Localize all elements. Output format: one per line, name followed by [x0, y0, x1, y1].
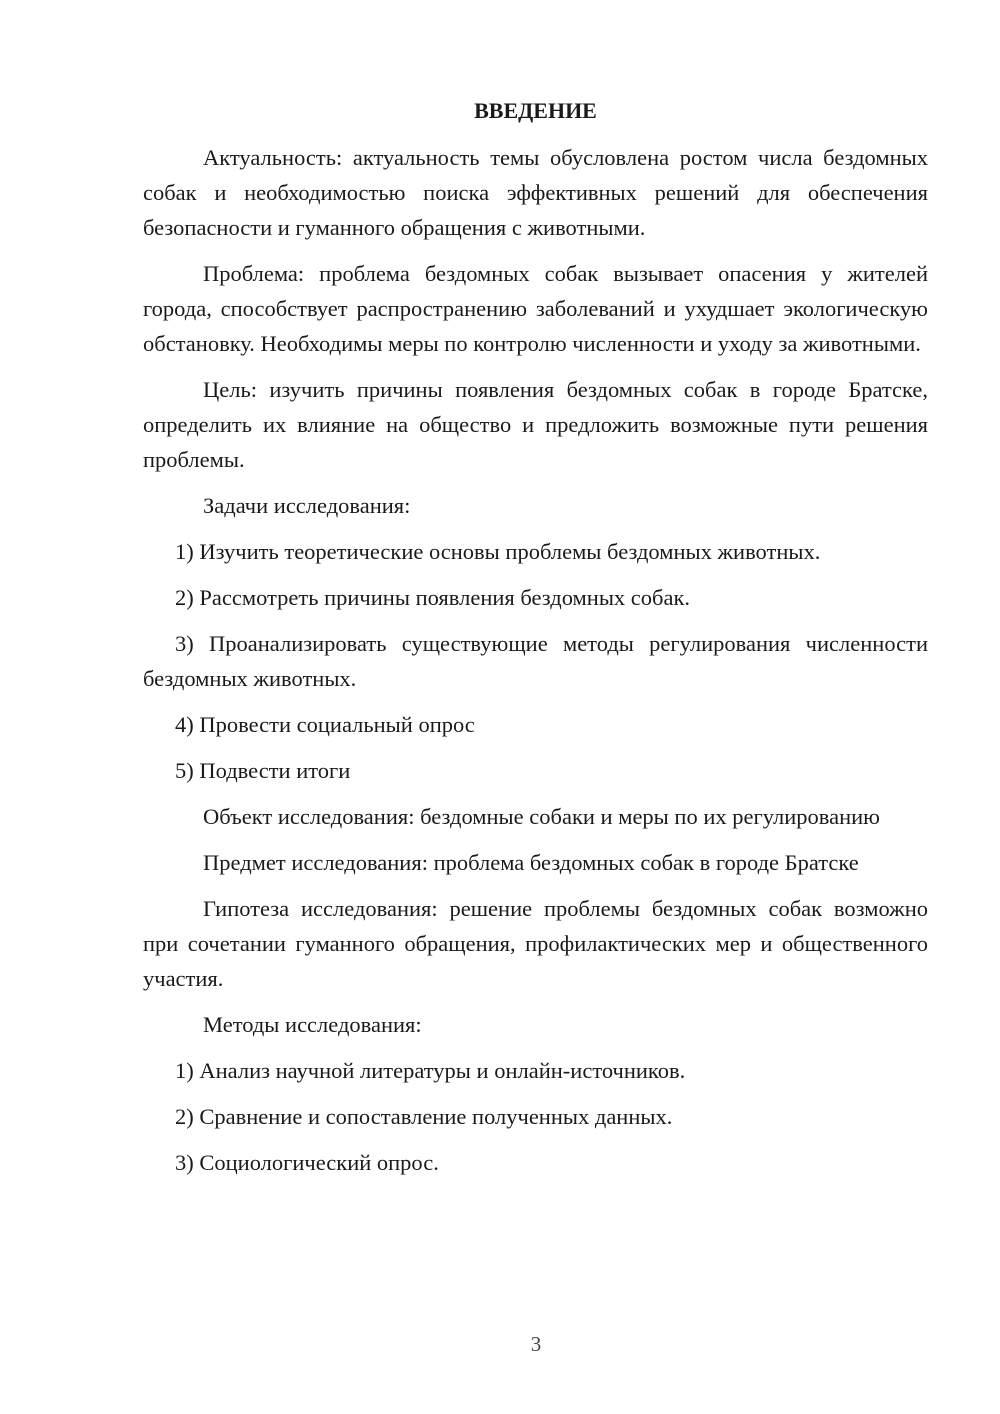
paragraph-goal: Цель: изучить причины появления бездомных собак в городе Братске, определить их влияние на общество и предложить возможные пути решения проблемы. [143, 377, 928, 472]
task-item-5: 5) Подвести итоги [175, 758, 351, 783]
paragraph-relevance: Актуальность: актуальность темы обусловлена ростом числа бездомных собак и необходимостью поиска эффективных решений для обеспечения безопасности и гуманного обращения с животными. [143, 145, 928, 240]
task-item-2: 2) Рассмотреть причины появления бездомных собак. [175, 585, 691, 610]
paragraph-object: Объект исследования: бездомные собаки и меры по их регулированию [203, 804, 880, 829]
method-item-2: 2) Сравнение и сопоставление полученных данных. [175, 1104, 673, 1129]
task-item-3: 3) Проанализировать существующие методы регулирования численности бездомных животных. [143, 631, 928, 691]
paragraph-problem: Проблема: проблема бездомных собак вызывает опасения у жителей города, способствует распространению заболеваний и ухудшает экологическую обстановку. Необходимы меры по контролю численности и уходу за животными. [143, 261, 928, 356]
document-page [143, 95, 928, 1191]
paragraph-tasks-heading: Задачи исследования: [203, 493, 411, 518]
method-item-3: 3) Социологический опрос. [175, 1150, 439, 1175]
method-item-1: 1) Анализ научной литературы и онлайн-источников. [175, 1058, 686, 1083]
paragraph-subject: Предмет исследования: проблема бездомных собак в городе Братске [203, 850, 859, 875]
page-title: ВВЕДЕНИЕ [474, 98, 597, 123]
paragraph-hypothesis: Гипотеза исследования: решение проблемы бездомных собак возможно при сочетании гуманного обращения, профилактических мер и общественного участия. [143, 896, 928, 991]
task-item-4: 4) Провести социальный опрос [175, 712, 475, 737]
task-item-1: 1) Изучить теоретические основы проблемы бездомных животных. [175, 539, 821, 564]
page-number: 3 [530, 1332, 542, 1356]
paragraph-methods-heading: Методы исследования: [203, 1012, 422, 1037]
